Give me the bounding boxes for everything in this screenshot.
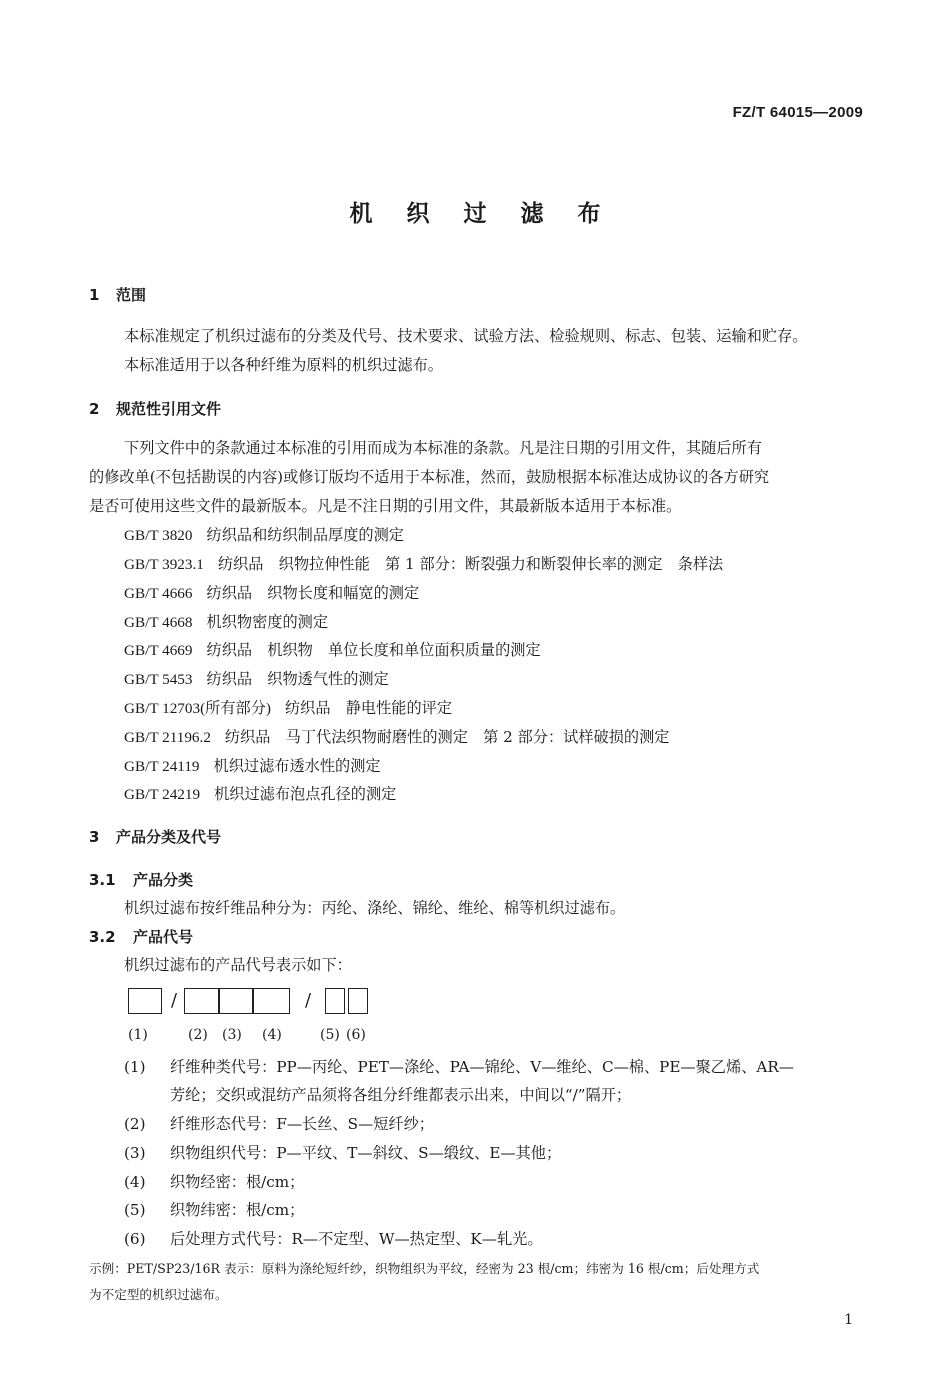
reference-item	[124, 639, 541, 660]
code-item-number: (4)	[124, 1173, 146, 1191]
code-separator: /	[171, 990, 178, 1011]
paragraph-line: 下列文件中的条款通过本标准的引用而成为本标准的条款。凡是注日期的引用文件，其随后所有	[124, 439, 762, 457]
reference-title: 机织过滤布透水性的测定	[213, 757, 381, 775]
section-number: 2	[89, 400, 100, 418]
code-box-2	[184, 988, 220, 1014]
reference-code: GB/T 21196.2	[124, 729, 211, 746]
code-label: (3)	[222, 1027, 242, 1043]
code-item-number: (1)	[124, 1058, 146, 1076]
paragraph-line: 的修改单(不包括勘误的内容)或修订版均不适用于本标准，然而，鼓励根据本标准达成协议的各方研究	[89, 468, 770, 486]
reference-code: GB/T 5453	[124, 671, 193, 688]
code-label: (2)	[188, 1027, 208, 1043]
code-box-5	[325, 988, 345, 1014]
reference-title: 机织过滤布泡点孔径的测定	[214, 785, 397, 803]
code-item-text: 织物经密：根/cm；	[170, 1173, 305, 1191]
code-item	[124, 1228, 543, 1249]
example-text: 为不定型的机织过滤布。	[89, 1287, 228, 1302]
paragraph: 机织过滤布的产品代号表示如下：	[124, 956, 352, 974]
code-label: (1)	[128, 1027, 148, 1043]
reference-item	[124, 611, 328, 632]
code-item-text: 纤维种类代号：PP—丙纶、PET—涤纶、PA—锦纶、V—维纶、C—棉、PE—聚乙烯、AR—	[170, 1058, 794, 1076]
reference-code: GB/T 3820	[124, 527, 193, 544]
reference-title: 纺织品 马丁代法织物耐磨性的测定 第 2 部分：试样破损的测定	[224, 728, 670, 746]
code-item	[124, 1142, 561, 1163]
code-item	[124, 1113, 434, 1134]
subsection-3-1-heading	[89, 869, 193, 890]
section-title: 规范性引用文件	[116, 400, 222, 418]
subsection-number: 3.1	[89, 871, 116, 889]
paragraph-line: 是否可使用这些文件的最新版本。凡是不注日期的引用文件，其最新版本适用于本标准。	[89, 497, 682, 515]
code-label: (6)	[346, 1027, 366, 1043]
document-title: 机 织 过 滤 布	[349, 201, 614, 227]
reference-item	[124, 755, 381, 776]
reference-code: GB/T 3923.1	[124, 556, 204, 573]
reference-title: 纺织品 静电性能的评定	[284, 699, 453, 717]
reference-title: 纺织品和纺织制品厚度的测定	[206, 526, 404, 544]
reference-code: GB/T 4666	[124, 585, 193, 602]
section-title: 产品分类及代号	[116, 828, 222, 846]
code-box-6	[348, 988, 368, 1014]
paragraph: 机织过滤布按纤维品种分为：丙纶、涤纶、锦纶、维纶、棉等机织过滤布。	[124, 899, 626, 917]
paragraph: 本标准规定了机织过滤布的分类及代号、技术要求、试验方法、检验规则、标志、包装、运输和贮存。	[124, 327, 808, 345]
reference-title: 纺织品 织物透气性的测定	[206, 670, 389, 688]
code-item-number: (2)	[124, 1115, 146, 1133]
code-label: (5)	[320, 1027, 340, 1043]
reference-item	[124, 553, 723, 574]
reference-item	[124, 783, 396, 804]
paragraph: 本标准适用于以各种纤维为原料的机织过滤布。	[124, 356, 443, 374]
example-text: 示例：PET/SP23/16R 表示：原料为涤纶短纤纱，织物组织为平纹，经密为 23 根/cm；纬密为 16 根/cm；后处理方式	[89, 1261, 760, 1276]
section-number: 1	[89, 286, 100, 304]
subsection-title: 产品分类	[133, 871, 194, 889]
reference-item	[124, 524, 404, 545]
code-item-text: 织物纬密：根/cm；	[170, 1201, 305, 1219]
code-item	[124, 1199, 304, 1220]
code-box-3	[218, 988, 254, 1014]
reference-title: 机织物密度的测定	[206, 613, 328, 631]
code-item-number: (6)	[124, 1230, 146, 1248]
code-item-number: (5)	[124, 1201, 146, 1219]
code-box-1	[128, 988, 162, 1014]
code-label: (4)	[262, 1027, 282, 1043]
code-item-text: 织物组织代号：P—平纹、T—斜纹、S—缎纹、E—其他；	[170, 1144, 562, 1162]
code-separator: /	[305, 990, 312, 1011]
reference-item	[124, 697, 452, 718]
code-box-4	[252, 988, 290, 1014]
reference-item	[124, 668, 389, 689]
document-code: FZ/T 64015—2009	[732, 104, 863, 121]
reference-code: GB/T 24219	[124, 786, 201, 803]
reference-title: 纺织品 织物拉伸性能 第 1 部分：断裂强力和断裂伸长率的测定 条样法	[217, 555, 724, 573]
section-3-heading	[89, 826, 221, 847]
subsection-3-2-heading	[89, 926, 193, 947]
reference-code: GB/T 12703(所有部分)	[124, 700, 271, 717]
section-2-heading	[89, 398, 221, 419]
reference-title: 纺织品 织物长度和幅宽的测定	[206, 584, 420, 602]
code-item-text: 后处理方式代号：R—不定型、W—热定型、K—轧光。	[170, 1230, 543, 1248]
section-number: 3	[89, 828, 100, 846]
subsection-title: 产品代号	[133, 928, 194, 946]
code-item-number: (3)	[124, 1144, 146, 1162]
code-item-continuation: 芳纶；交织或混纺产品须将各组分纤维都表示出来，中间以“/”隔开；	[170, 1086, 632, 1104]
section-1-heading	[89, 284, 146, 305]
reference-title: 纺织品 机织物 单位长度和单位面积质量的测定	[206, 641, 541, 659]
reference-code: GB/T 4669	[124, 642, 193, 659]
reference-item	[124, 582, 419, 603]
section-title: 范围	[116, 286, 147, 304]
code-item	[124, 1171, 304, 1192]
page-number: 1	[844, 1312, 853, 1328]
code-item-text: 纤维形态代号：F—长丝、S—短纤纱；	[170, 1115, 434, 1133]
reference-code: GB/T 4668	[124, 614, 193, 631]
code-item	[124, 1056, 794, 1077]
subsection-number: 3.2	[89, 928, 116, 946]
reference-code: GB/T 24119	[124, 758, 200, 775]
reference-item	[124, 726, 670, 747]
